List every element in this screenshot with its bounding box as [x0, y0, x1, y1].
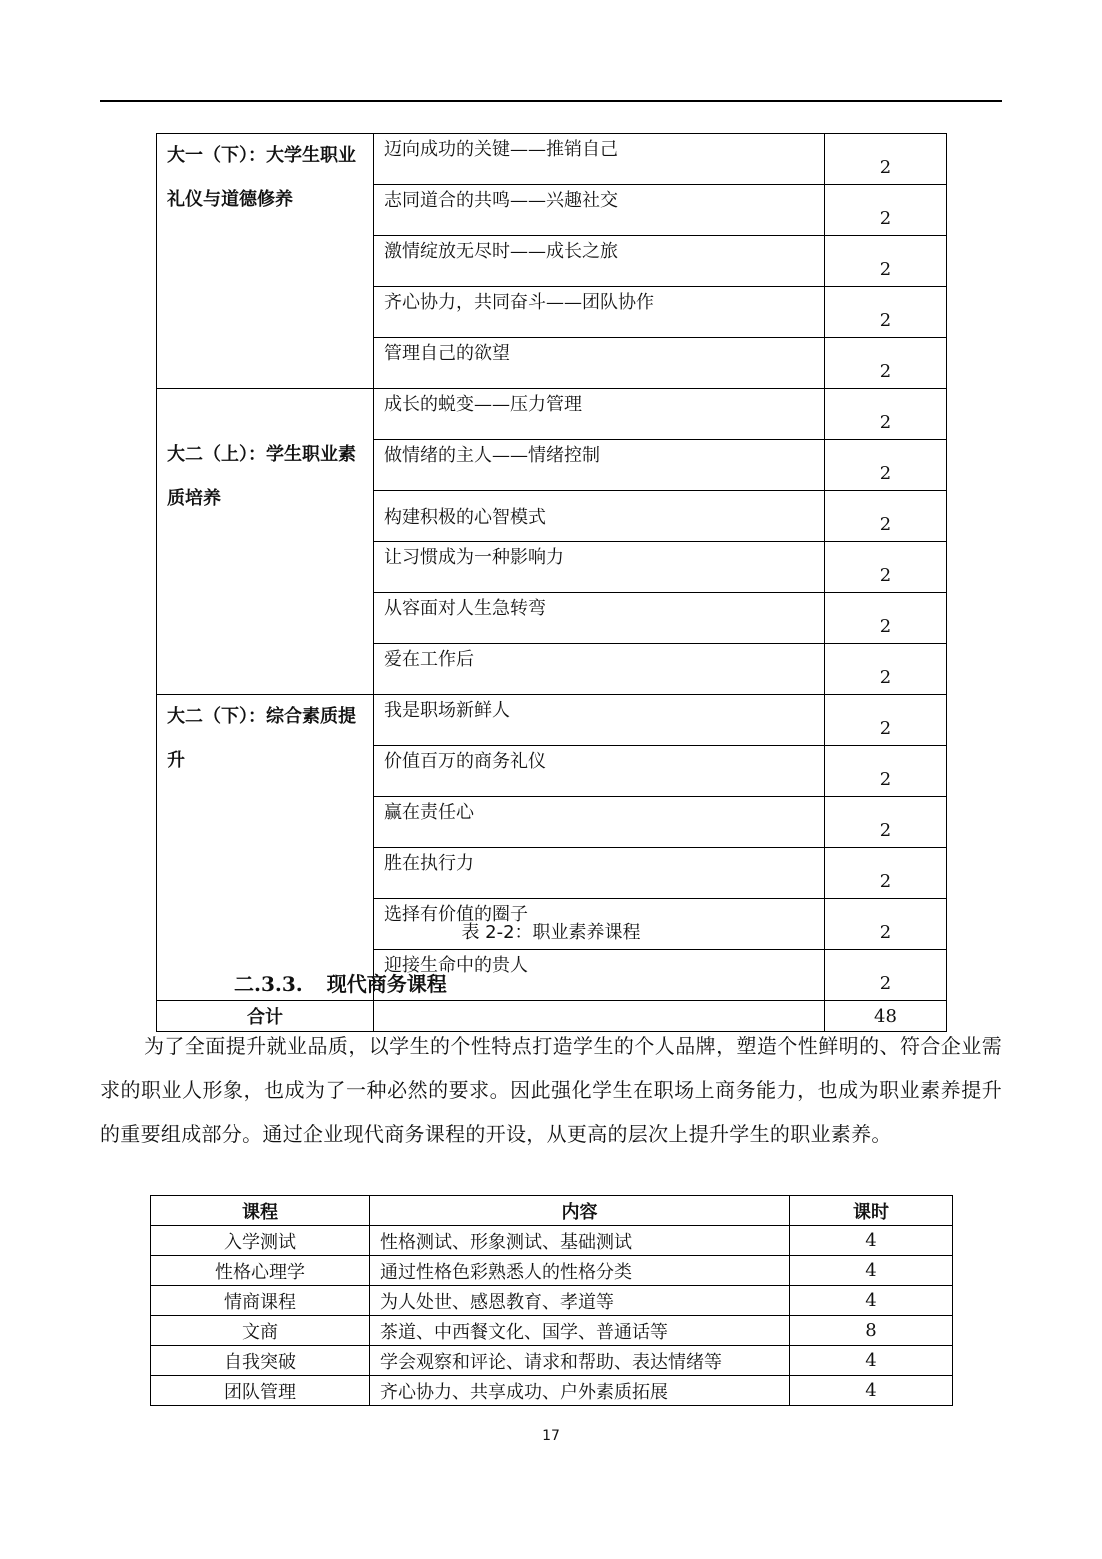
course-cell: 入学测试	[151, 1226, 370, 1256]
modern-business-course-table	[150, 1195, 953, 1406]
hours-cell: 2	[825, 797, 947, 848]
course-cell: 情商课程	[151, 1286, 370, 1316]
hours-cell: 2	[825, 848, 947, 899]
header-rule	[100, 100, 1002, 102]
header-course: 课程	[151, 1196, 370, 1226]
section-heading	[234, 968, 447, 997]
course-cell: 志同道合的共鸣——兴趣社交	[374, 185, 825, 236]
hours-cell: 4	[790, 1226, 953, 1256]
professional-quality-course-table	[156, 133, 947, 1032]
header-content: 内容	[370, 1196, 790, 1226]
hours-cell: 2	[825, 695, 947, 746]
course-cell: 让习惯成为一种影响力	[374, 542, 825, 593]
course-cell: 自我突破	[151, 1346, 370, 1376]
course-cell: 我是职场新鲜人	[374, 695, 825, 746]
course-cell: 从容面对人生急转弯	[374, 593, 825, 644]
hours-cell: 2	[825, 950, 947, 1001]
hours-cell: 2	[825, 644, 947, 695]
category-cell: 大二（上）：学生职业素质培养	[157, 389, 374, 695]
course-cell: 齐心协力，共同奋斗——团队协作	[374, 287, 825, 338]
content-cell: 为人处世、感恩教育、孝道等	[370, 1286, 790, 1316]
hours-cell: 2	[825, 134, 947, 185]
body-paragraph: 为了全面提升就业品质，以学生的个性特点打造学生的个人品牌，塑造个性鲜明的、符合企业需求的职业人形象，也成为了一种必然的要求。因此强化学生在职场上商务能力，也成为职业素养提升的重要组成部分。通过企业现代商务课程的开设，从更高的层次上提升学生的职业素养。	[100, 1034, 1002, 1146]
hours-cell: 2	[825, 491, 947, 542]
table-row	[157, 134, 947, 185]
page-number: 17	[542, 1428, 560, 1444]
course-cell: 爱在工作后	[374, 644, 825, 695]
hours-cell: 2	[825, 593, 947, 644]
course-cell: 迎接生命中的贵人	[374, 950, 825, 1001]
hours-cell: 2	[825, 287, 947, 338]
total-label: 合计	[157, 1001, 374, 1032]
hours-cell: 2	[825, 185, 947, 236]
course-cell: 价值百万的商务礼仪	[374, 746, 825, 797]
course-cell: 胜在执行力	[374, 848, 825, 899]
course-cell: 成长的蜕变——压力管理	[374, 389, 825, 440]
course-cell: 赢在责任心	[374, 797, 825, 848]
content-cell: 通过性格色彩熟悉人的性格分类	[370, 1256, 790, 1286]
hours-cell: 2	[825, 440, 947, 491]
hours-cell: 4	[790, 1376, 953, 1406]
hours-cell: 4	[790, 1256, 953, 1286]
course-cell: 迈向成功的关键——推销自己	[374, 134, 825, 185]
hours-cell: 2	[825, 389, 947, 440]
hours-cell: 8	[790, 1316, 953, 1346]
course-cell: 团队管理	[151, 1376, 370, 1406]
table-row	[151, 1226, 953, 1256]
content-cell: 学会观察和评论、请求和帮助、表达情绪等	[370, 1346, 790, 1376]
table-row	[151, 1286, 953, 1316]
hours-cell: 2	[825, 746, 947, 797]
category-cell: 大一（下）：大学生职业礼仪与道德修养	[157, 134, 374, 389]
table-row	[157, 695, 947, 746]
hours-cell: 2	[825, 338, 947, 389]
table-caption: 表 2-2：职业素养课程	[461, 922, 641, 943]
section-title: 现代商务课程	[326, 972, 447, 996]
table-row	[151, 1376, 953, 1406]
table-header-row	[151, 1196, 953, 1226]
course-cell: 构建积极的心智模式	[374, 491, 825, 542]
hours-cell: 2	[825, 236, 947, 287]
total-value: 48	[825, 1001, 947, 1032]
header-hours: 课时	[790, 1196, 953, 1226]
content-cell: 茶道、中西餐文化、国学、普通话等	[370, 1316, 790, 1346]
content-cell: 性格测试、形象测试、基础测试	[370, 1226, 790, 1256]
table-row	[151, 1346, 953, 1376]
course-cell: 文商	[151, 1316, 370, 1346]
table-row	[151, 1256, 953, 1286]
course-cell: 选择有价值的圈子	[374, 899, 825, 950]
section-number: 二.3.3.	[234, 972, 303, 996]
course-cell: 激情绽放无尽时——成长之旅	[374, 236, 825, 287]
hours-cell: 4	[790, 1346, 953, 1376]
hours-cell: 2	[825, 899, 947, 950]
table-row	[151, 1316, 953, 1346]
content-cell: 齐心协力、共享成功、户外素质拓展	[370, 1376, 790, 1406]
hours-cell: 4	[790, 1286, 953, 1316]
table-row	[157, 389, 947, 440]
course-cell: 性格心理学	[151, 1256, 370, 1286]
category-cell: 大二（下）：综合素质提升	[157, 695, 374, 1001]
course-cell: 做情绪的主人——情绪控制	[374, 440, 825, 491]
course-cell: 管理自己的欲望	[374, 338, 825, 389]
hours-cell: 2	[825, 542, 947, 593]
